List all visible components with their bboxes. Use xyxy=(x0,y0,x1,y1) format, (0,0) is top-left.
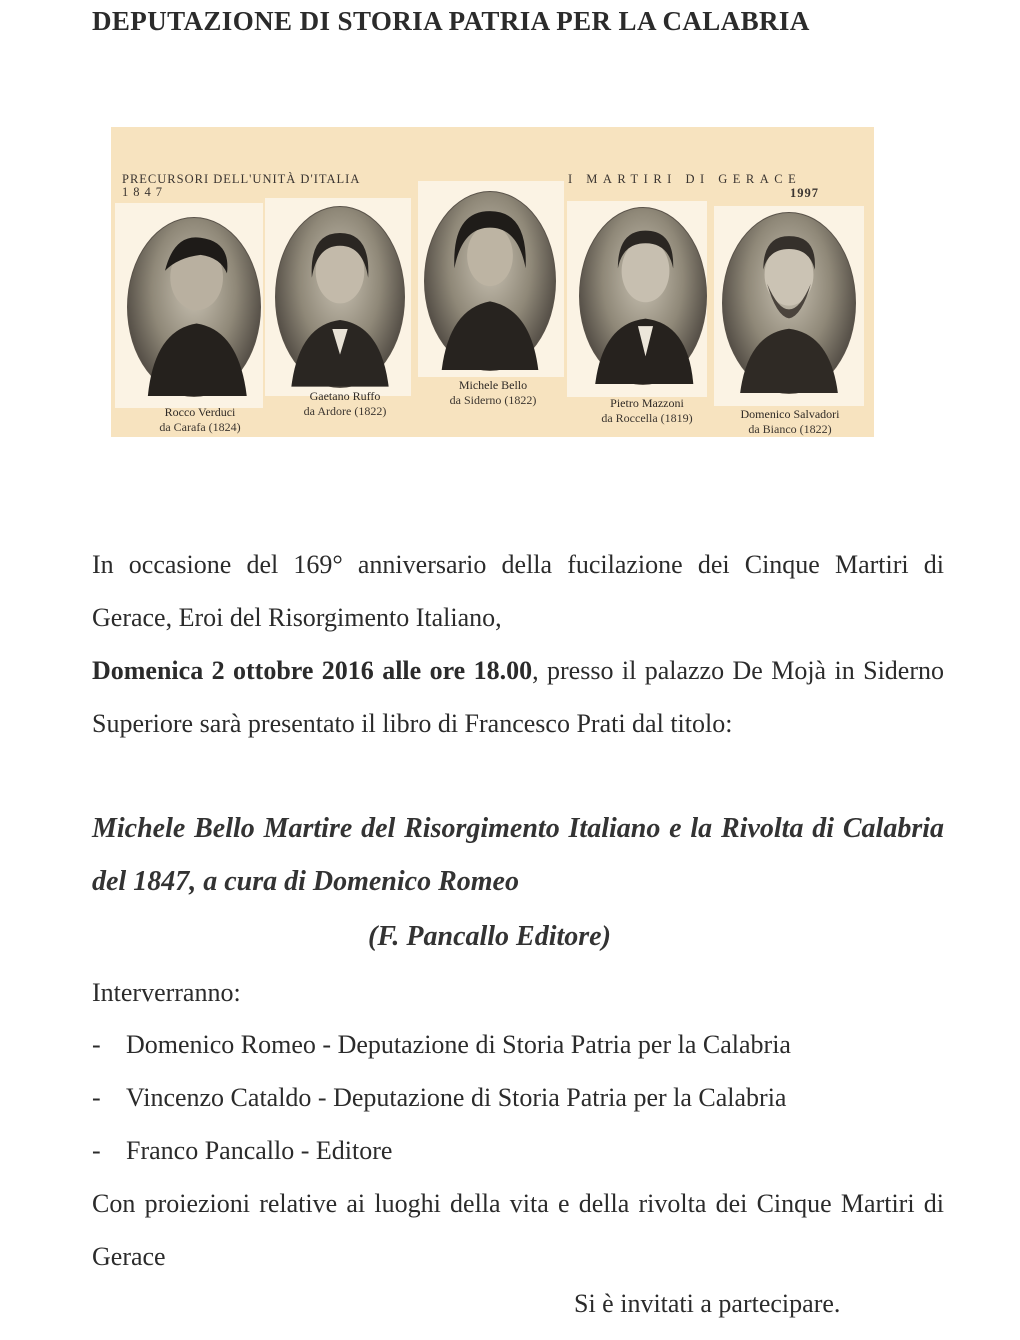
event-details: , presso il palazzo De Mojà in Siderno Superiore sarà presentato il libro di Francesco Prati dal titolo: xyxy=(92,656,944,738)
speakers-label: Interverranno: xyxy=(92,978,241,1007)
portrait-caption xyxy=(418,378,568,408)
speaker-text: Franco Pancallo - Editore xyxy=(126,1136,393,1165)
closing-line: Si è invitati a partecipare. xyxy=(574,1289,841,1318)
portrait-caption xyxy=(567,396,727,426)
portrait-origin: da Carafa (1824) xyxy=(159,420,241,434)
portrait-origin: da Bianco (1822) xyxy=(748,422,832,436)
dash-bullet-icon: - xyxy=(92,1083,101,1112)
banner-left-caption: PRECURSORI DELL'UNITÀ D'ITALIA xyxy=(122,172,361,186)
banner-right-year: 1997 xyxy=(790,186,819,200)
speaker-text: Domenico Romeo - Deputazione di Storia Patria per la Calabria xyxy=(126,1030,791,1059)
portrait-figure-icon xyxy=(425,192,555,370)
speaker-item xyxy=(92,1136,392,1166)
projections-paragraph: Con proiezioni relative ai luoghi della vita e della rivolta dei Cinque Martiri di Gerace xyxy=(92,1189,944,1271)
book-title: Michele Bello Martire del Risorgimento Italiano e la Rivolta di Calabria del 1847, a cura di Domenico Romeo xyxy=(92,813,944,897)
portrait-name: Pietro Mazzoni xyxy=(610,396,684,410)
portrait-figure-icon xyxy=(723,213,855,393)
portrait-name: Gaetano Ruffo xyxy=(309,389,381,403)
page-title: DEPUTAZIONE DI STORIA PATRIA PER LA CALABRIA xyxy=(92,6,810,36)
portrait-caption xyxy=(115,405,285,435)
speaker-item xyxy=(92,1030,791,1060)
portrait-name: Rocco Verduci xyxy=(164,405,236,419)
portrait-origin: da Siderno (1822) xyxy=(449,393,537,407)
banner-left-year: 1847 xyxy=(122,185,167,199)
portrait-figure-icon xyxy=(128,218,260,396)
portrait-figure-icon xyxy=(276,207,404,387)
portrait-name: Michele Bello xyxy=(458,378,528,392)
portrait-origin: da Roccella (1819) xyxy=(601,411,693,425)
banner-right-caption: I MARTIRI DI GERACE xyxy=(568,172,802,186)
dash-bullet-icon: - xyxy=(92,1030,101,1059)
speaker-item xyxy=(92,1083,786,1113)
portrait-origin: da Ardore (1822) xyxy=(303,404,387,418)
martyrs-banner xyxy=(111,127,874,437)
intro-paragraph: In occasione del 169° anniversario della fucilazione dei Cinque Martiri di Gerace, Eroi del Risorgimento Italiano, xyxy=(92,550,944,632)
dash-bullet-icon: - xyxy=(92,1136,101,1165)
publisher: (F. Pancallo Editore) xyxy=(368,921,611,952)
portrait-name: Domenico Salvadori xyxy=(740,407,840,421)
event-paragraph xyxy=(92,644,944,750)
speaker-text: Vincenzo Cataldo - Deputazione di Storia Patria per la Calabria xyxy=(126,1083,787,1112)
portrait-caption xyxy=(265,389,425,419)
portrait-figure-icon xyxy=(580,208,706,384)
portrait-caption xyxy=(706,407,874,437)
event-date: Domenica 2 ottobre 2016 alle ore 18.00 xyxy=(92,656,533,685)
